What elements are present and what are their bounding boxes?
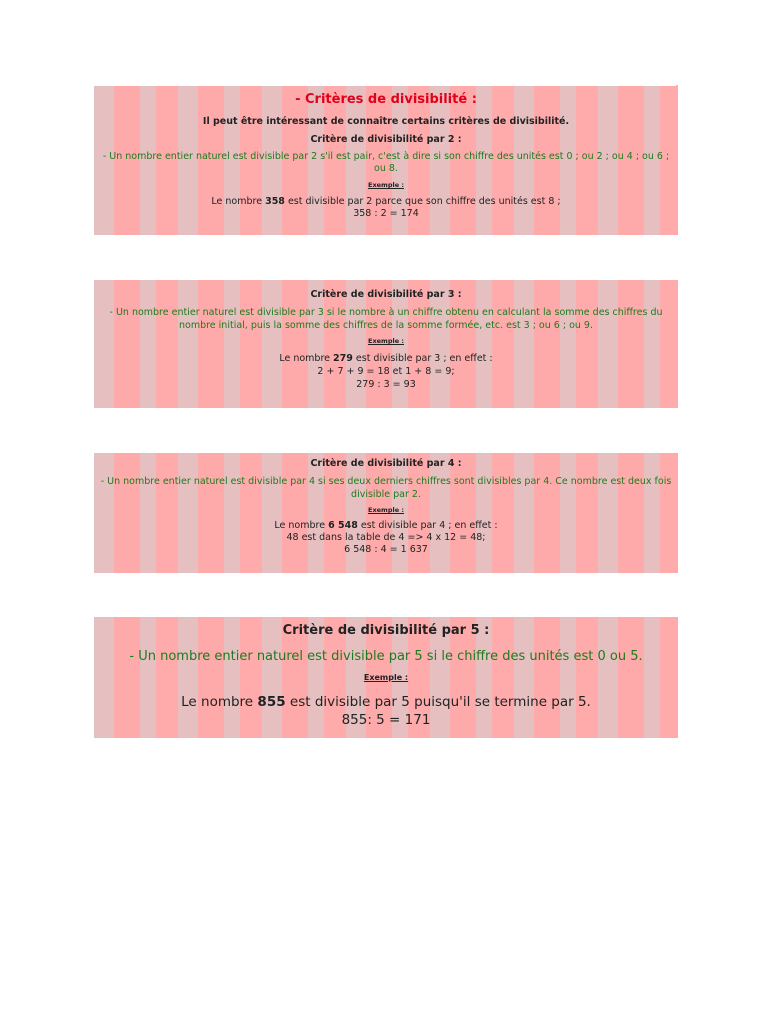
criterion-heading: Critère de divisibilité par 5 : <box>282 623 490 638</box>
section-subtitle: Il peut être intéressant de connaître certains critères de divisibilité. <box>202 116 570 127</box>
result-text-pre: Le nombre <box>211 196 266 207</box>
result-text-post: est divisible par 5 puisqu'il se termine par 5. <box>285 694 591 710</box>
result-number: 279 <box>333 353 353 364</box>
example-result <box>94 196 678 208</box>
example-result <box>94 520 678 532</box>
criterion-definition: - Un nombre entier naturel est divisible par 5 si le chiffre des unités est 0 ou 5. <box>129 649 643 664</box>
result-number: 6 548 <box>328 520 358 531</box>
criterion-definition: - Un nombre entier naturel est divisible par 2 s'il est pair, c'est à dire si son chiffre des unités est 0 ; ou 2 ; ou 4 ; ou 6 ; ou 8. <box>102 151 670 174</box>
criteria-box-3 <box>94 280 678 408</box>
example-result <box>94 352 678 365</box>
example-sum: 2 + 7 + 9 = 18 et 1 + 8 = 9; <box>317 366 455 377</box>
example-computation: 279 : 3 = 93 <box>356 379 416 390</box>
result-text-post: est divisible par 4 ; en effet : <box>357 520 498 531</box>
criterion-heading: Critère de divisibilité par 2 : <box>310 134 462 145</box>
criterion-heading: Critère de divisibilité par 4 : <box>310 458 462 469</box>
result-number: 358 <box>265 196 285 207</box>
criteria-box-4 <box>94 453 678 573</box>
example-computation: 855: 5 = 171 <box>341 712 431 728</box>
criteria-box-2 <box>94 86 678 235</box>
result-text-pre: Le nombre <box>274 520 329 531</box>
result-text-pre: Le nombre <box>181 694 258 710</box>
criterion-definition: - Un nombre entier naturel est divisible par 4 si ses deux derniers chiffres sont divisibles par 4. Ce nombre est deux fois divisible par 2. <box>100 476 672 500</box>
example-table: 48 est dans la table de 4 => 4 x 12 = 48; <box>286 532 486 543</box>
criteria-box-5 <box>94 617 678 738</box>
example-label: Exemple : <box>368 506 404 514</box>
example-label: Exemple : <box>368 337 404 345</box>
criterion-definition: - Un nombre entier naturel est divisible par 3 si le nombre à un chiffre obtenu en calculant la somme des chiffres du nombre initial, puis la somme des chiffres de la somme formée, etc. est 3 ; ou 6 ; ou 9. <box>109 307 663 331</box>
example-computation: 6 548 : 4 = 1 637 <box>344 544 428 555</box>
example-label: Exemple : <box>363 673 409 682</box>
section-title: - Critères de divisibilité : <box>295 92 477 107</box>
result-text-post: est divisible par 3 ; en effet : <box>352 353 493 364</box>
result-text-post: est divisible par 2 parce que son chiffre des unités est 8 ; <box>284 196 561 207</box>
criterion-heading: Critère de divisibilité par 3 : <box>310 289 462 300</box>
example-label: Exemple : <box>368 181 404 189</box>
example-computation: 358 : 2 = 174 <box>353 208 419 219</box>
result-text-pre: Le nombre <box>279 353 334 364</box>
result-number: 855 <box>257 694 286 710</box>
example-result <box>94 693 678 711</box>
